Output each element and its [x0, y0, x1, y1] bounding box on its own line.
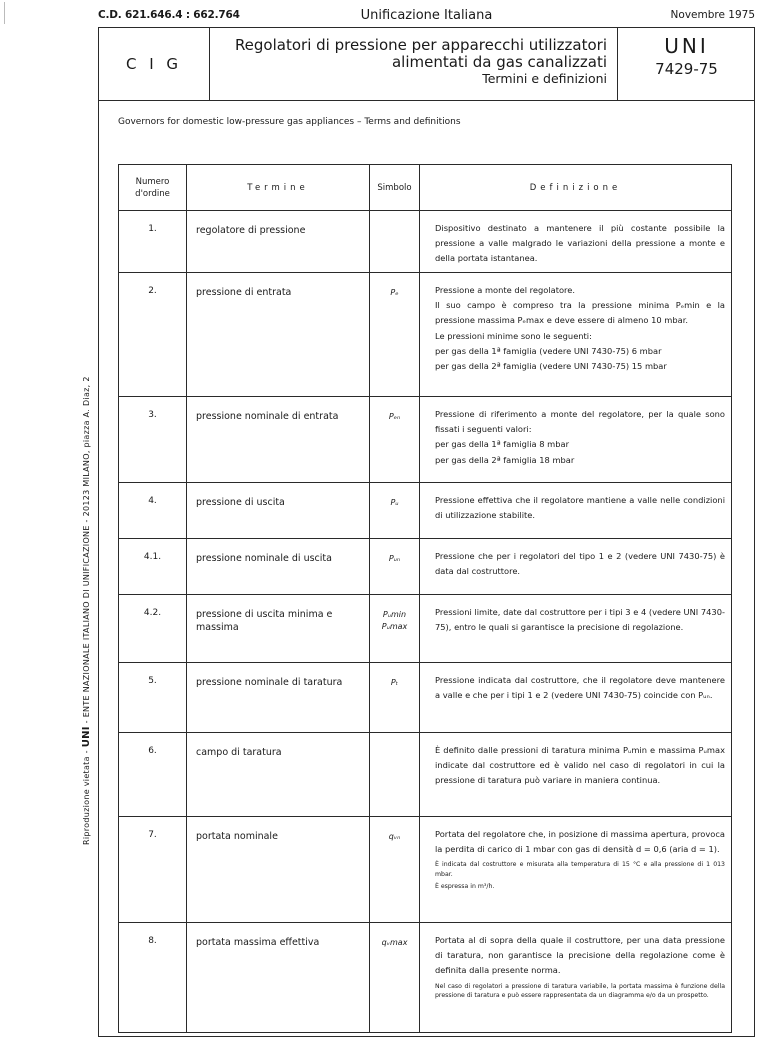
definition-line: per gas della 2ª famiglia (vedere UNI 7430-75) 15 mbar [435, 361, 667, 372]
term-definition [420, 273, 732, 397]
definition-line: per gas della 1ª famiglia (vedere UNI 7430-75) 6 mbar [435, 345, 662, 356]
definition-note: Nel caso di regolatori a pressione di taratura variabile, la portata massima è funzione della pressione di taratura e può essere rappresentata da un diagramma e/o da un prospetto. [435, 982, 725, 1000]
side-note-prefix: Riproduzione vietata - [82, 747, 91, 845]
uni-label: UNI [664, 34, 709, 58]
term-symbol: qᵥmax [370, 923, 420, 1033]
definition-line: Pressione di riferimento a monte del regolatore, per la quale sono fissati i seguenti valori: [435, 409, 725, 435]
term-definition [420, 539, 732, 595]
header-term: Termine [187, 165, 370, 211]
definition-note: È indicata dal costruttore e misurata alla temperatura di 15 °C e alla pressione di 1 013 mbar. [435, 861, 725, 878]
term-number: 3. [119, 397, 187, 483]
definition-line: Pressione che per i regolatori del tipo 1 e 2 (vedere UNI 7430-75) è data dal costruttore. [435, 551, 725, 577]
terms-table [118, 164, 732, 1033]
definition-line: È definito dalle pressioni di taratura minima Pᵤmin e massima Pᵤmax indicate dal costruttore ed è valido nel caso di regolatori in cui la pressione di taratura può variare in maniera continua. [435, 745, 725, 786]
classification-code: C.D. 621.646.4 : 662.764 [98, 9, 240, 21]
definition-line: Portata del regolatore che, in posizione di massima apertura, provoca la perdita di carico di 1 mbar con gas di densità d = 0,6 (aria d = 1). [435, 829, 725, 855]
term-name: pressione di uscita minima e massima [187, 595, 370, 663]
term-name: pressione nominale di entrata [187, 397, 370, 483]
term-number: 5. [119, 663, 187, 733]
cig-box: C I G [99, 28, 210, 100]
term-definition [420, 923, 732, 1033]
side-note-uni: UNI [81, 726, 92, 748]
title-line-1: Regolatori di pressione per apparecchi utilizzatori [234, 36, 607, 54]
table-row [119, 733, 732, 817]
table-header-row [119, 165, 732, 211]
term-symbol: Pₑₙ [370, 397, 420, 483]
term-symbol: Pₑ [370, 273, 420, 397]
header-number-line-1: Numero [135, 176, 170, 187]
table-row [119, 483, 732, 539]
term-symbol [370, 733, 420, 817]
table-row [119, 663, 732, 733]
term-symbol: Pᵤ [370, 483, 420, 539]
definition-line: Pressione indicata dal costruttore, che il regolatore deve mantenere a valle e che per i tipi 1 e 2 (vedere UNI 7430-75) coincide con Pᵤₙ. [435, 675, 725, 701]
side-note-rest: - ENTE NAZIONALE ITALIANO DI UNIFICAZIONE - 20123 MILANO, piazza A. Diaz, 2 [82, 376, 91, 727]
term-definition [420, 595, 732, 663]
term-definition [420, 397, 732, 483]
definition-line: Pressione effettiva che il regolatore mantiene a valle nelle condizioni di utilizzazione stabilite. [435, 495, 725, 521]
term-definition [420, 483, 732, 539]
header-box [99, 28, 754, 101]
term-name: portata massima effettiva [187, 923, 370, 1033]
term-symbol: Pᵤmin Pᵤmax [370, 595, 420, 663]
definition-line: Le pressioni minime sono le seguenti: [435, 330, 592, 341]
header-number-line-2: d'ordine [135, 188, 170, 199]
organization-name: Unificazione Italiana [360, 8, 493, 23]
table-row [119, 817, 732, 923]
term-symbol: Pᵤₙ [370, 539, 420, 595]
definition-line: per gas della 1ª famiglia 8 mbar [435, 439, 570, 450]
term-definition [420, 817, 732, 923]
top-line [98, 9, 755, 27]
table-row [119, 539, 732, 595]
term-symbol [370, 211, 420, 273]
uni-box [619, 28, 754, 100]
title-box [210, 28, 618, 100]
definition-line: Dispositivo destinato a mantenere il più costante possibile la pressione a valle malgrado le variazioni della pressione a monte e della portata istantanea. [435, 223, 725, 264]
definition-note: È espressa in m³/h. [435, 883, 495, 891]
term-name: pressione di entrata [187, 273, 370, 397]
term-number: 1. [119, 211, 187, 273]
term-definition [420, 663, 732, 733]
term-name: pressione nominale di uscita [187, 539, 370, 595]
title-line-3: Termini e definizioni [482, 71, 607, 86]
side-note [81, 376, 92, 845]
term-number: 4.1. [119, 539, 187, 595]
term-number: 4. [119, 483, 187, 539]
term-name: pressione di uscita [187, 483, 370, 539]
definition-line: Pressione a monte del regolatore. [435, 285, 576, 295]
header-number [119, 165, 187, 211]
definition-line: Portata al di sopra della quale il costruttore, per una data pressione di taratura, non garantisce la precisione della regolazione come è definita dalla presente norma. [435, 935, 725, 976]
standard-number: 7429-75 [655, 60, 718, 78]
table-row [119, 923, 732, 1033]
term-name: campo di taratura [187, 733, 370, 817]
term-name: regolatore di pressione [187, 211, 370, 273]
term-symbol: Pₜ [370, 663, 420, 733]
table-row [119, 211, 732, 273]
table-row [119, 595, 732, 663]
table-row [119, 273, 732, 397]
term-number: 8. [119, 923, 187, 1033]
term-number: 2. [119, 273, 187, 397]
term-symbol: qᵥₙ [370, 817, 420, 923]
term-number: 7. [119, 817, 187, 923]
term-definition [420, 211, 732, 273]
margin-mark [4, 2, 5, 24]
english-subtitle: Governors for domestic low-pressure gas appliances – Terms and definitions [118, 117, 461, 127]
term-number: 6. [119, 733, 187, 817]
header-definition: Definizione [420, 165, 732, 211]
term-name: portata nominale [187, 817, 370, 923]
table-row [119, 397, 732, 483]
term-name: pressione nominale di taratura [187, 663, 370, 733]
definition-line: per gas della 2ª famiglia 18 mbar [435, 454, 575, 465]
publication-date: Novembre 1975 [670, 9, 755, 21]
definition-line: Pressioni limite, date dal costruttore per i tipi 3 e 4 (vedere UNI 7430-75), entro le quali si garantisce la precisione di regolazione. [435, 607, 725, 633]
header-symbol: Simbolo [370, 165, 420, 211]
term-definition [420, 733, 732, 817]
term-number: 4.2. [119, 595, 187, 663]
title-line-2: alimentati da gas canalizzati [391, 53, 607, 71]
document-frame [98, 27, 755, 1037]
definition-line: Il suo campo è compreso tra la pressione minima Pₑmin e la pressione massima Pₑmax e deve essere di almeno 10 mbar. [435, 300, 725, 326]
